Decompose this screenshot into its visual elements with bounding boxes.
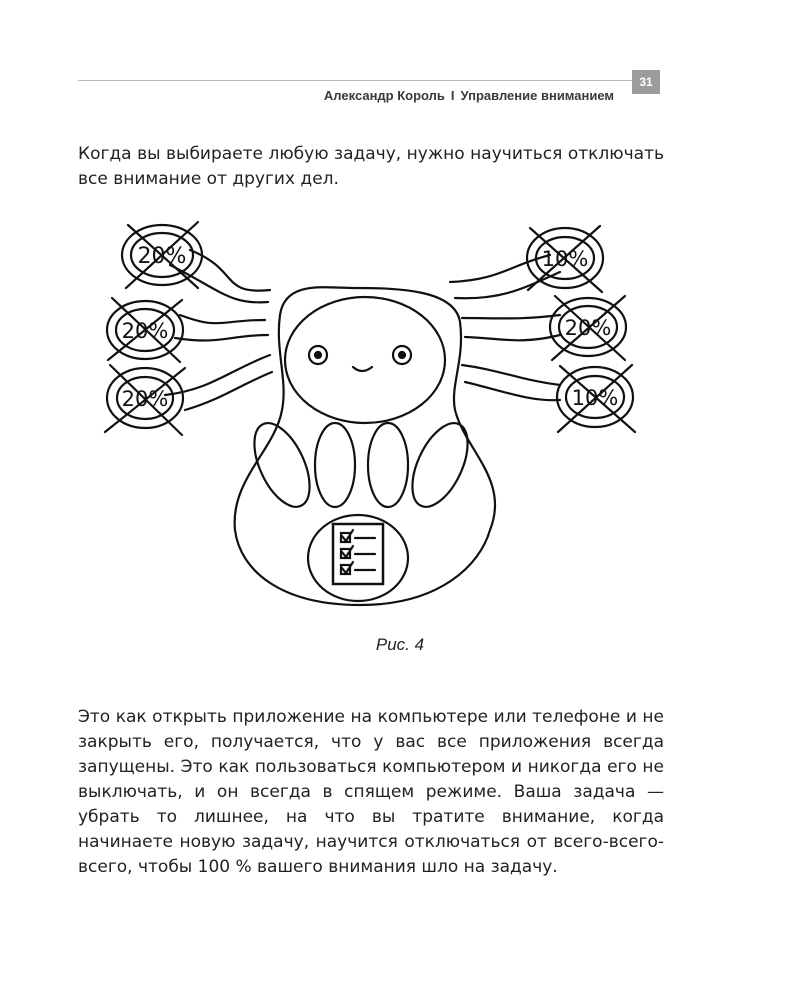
author-name: Александр Король (323, 88, 445, 103)
character-body (235, 287, 495, 605)
page-number: 31 (632, 70, 660, 94)
badge-left-1 (122, 222, 202, 288)
illustration-figure (90, 210, 650, 630)
badge-left-3-label: 20% (121, 387, 169, 411)
figure-caption: Рис. 4 (375, 635, 425, 654)
badge-right-3 (557, 365, 635, 432)
badge-right-2-label: 20% (564, 316, 612, 340)
book-title: Управление вниманием (460, 88, 614, 103)
badge-right-2 (550, 296, 626, 360)
badge-left-2 (107, 298, 183, 362)
badge-right-1-label: 10% (541, 247, 589, 271)
paragraph-body: Это как открыть приложение на компьютере или телефоне и не закрыть его, получается, что у вас все приложения всегда запущены. Это как пользоваться компьютером и никогда его не выключать, и он всегда в спящем режиме. Ваша задача — убрать то лишнее, на что вы тратите внимание, когда начинаете новую задачу, научится отключаться от всего-всего-всего, чтобы 100 % вашего внимания шло на задачу. (78, 707, 664, 877)
badge-left-3 (105, 365, 185, 435)
badge-left-2-label: 20% (121, 319, 169, 343)
header-separator: I (450, 88, 455, 103)
checklist-icon (333, 524, 383, 584)
badge-right-3-label: 10% (571, 386, 619, 410)
header-rule (78, 80, 636, 81)
running-head (324, 88, 614, 103)
badge-left-1-label: 20% (137, 244, 187, 269)
paragraph-intro: Когда вы выбираете любую задачу, нужно научиться отключать все внимание от других дел. (78, 144, 664, 189)
